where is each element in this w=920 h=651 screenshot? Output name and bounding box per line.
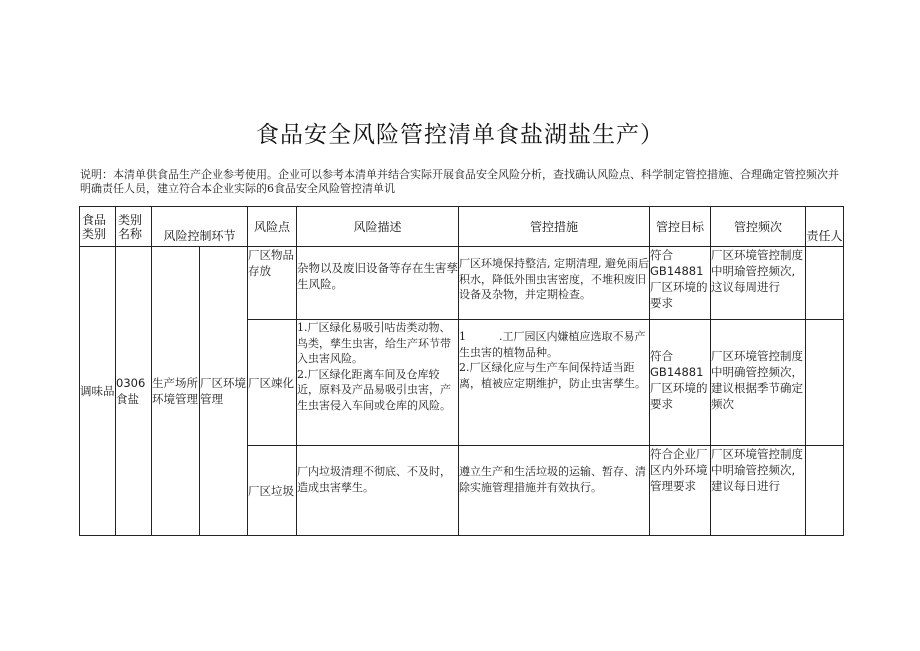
description-note: 说明：本清单供食品生产企业参考使用。企业可以参考本清单并结合实际开展食品安全风险分析，查找确认风险点、科学制定管控措施、合理确定管控频次并明确责任人员，建立符合本企业实际的6食品安全风险管控清单讥 — [80, 168, 839, 195]
header-frequency: 管控频次 — [711, 207, 806, 247]
frequency-cell: 厂区环境管控制度中明确管控频次，建议根据季节确定频次 — [711, 320, 806, 446]
frequency-cell: 厂区环境管控制度中明瑜管控频次, 建议每日进行 — [711, 446, 806, 536]
measures-cell: 遵立生产和生活垃圾的运输、暂存、清除实施管理措施并有效执行。 — [459, 446, 650, 536]
responsible-cell — [806, 446, 844, 536]
risk-desc-cell: 1.厂区绿化易吸引咕齿类动物、鸟类，孳生虫害，给生产环节带入虫害风险。 2.厂区绿化距离车间及仓库较近，原料及产品易吸引虫害，产生虫害侵入车间或仓库的风险。 — [297, 320, 459, 446]
responsible-cell — [806, 320, 844, 446]
control-step-sub-cell: 厂区环境管理 — [200, 247, 248, 536]
header-risk-point: 风险点 — [248, 207, 297, 247]
responsible-cell — [806, 247, 844, 320]
food-category-cell: 调味品 — [80, 247, 116, 536]
header-measures: 管控措施 — [459, 207, 650, 247]
frequency-cell: 厂区环境管控制度中明瑜管控频次, 这议每周进行 — [711, 247, 806, 320]
header-target: 管控目标 — [650, 207, 711, 247]
risk-point-cell: 厂区物品存放 — [248, 247, 297, 320]
table-header-row — [80, 207, 844, 247]
header-control-step: 风险控制环节 — [152, 207, 248, 247]
header-responsible: 责任人 — [806, 207, 844, 247]
risk-desc-cell: 厂内垃圾清理不彻底、不及时，造成虫害孳生。 — [297, 446, 459, 536]
table-row — [80, 247, 844, 320]
header-category-name: 类别名称 — [116, 207, 152, 247]
measures-cell: 厂区环境保持整洁, 定期清理, 避免雨后积水，降低外围虫害密度，不堆积废旧设备及杂物，并定期检查。 — [459, 247, 650, 320]
target-cell: 符合企业厂区内外环境管理要求 — [650, 446, 711, 536]
category-name-cell: 0306食盐 — [116, 247, 152, 536]
risk-desc-cell: 杂物以及废旧设备等存在生害孳生风险。 — [297, 247, 459, 320]
risk-point-cell: 厂区竦化 — [248, 320, 297, 446]
target-cell: 符合GB14881厂区环境的要求 — [650, 247, 711, 320]
measures-cell: 1 .工厂园区内嫌植应选取不易产生虫害的植物品种。 2.厂区绿化应与生产车间保持适当距离，植被应定期维护，防止虫害孳生。 — [459, 320, 650, 446]
header-food-category: 食品类别 — [80, 207, 116, 247]
risk-control-table — [79, 206, 844, 536]
control-step-main-cell: 生产场所环境管理 — [152, 247, 200, 536]
risk-point-cell: 厂区垃圾 — [248, 446, 297, 536]
header-risk-desc: 风险描述 — [297, 207, 459, 247]
target-cell: 符合GB14881厂区环境的要求 — [650, 320, 711, 446]
page-title: 食品安全风险管控清单食盐湖盐生产） — [256, 122, 664, 148]
